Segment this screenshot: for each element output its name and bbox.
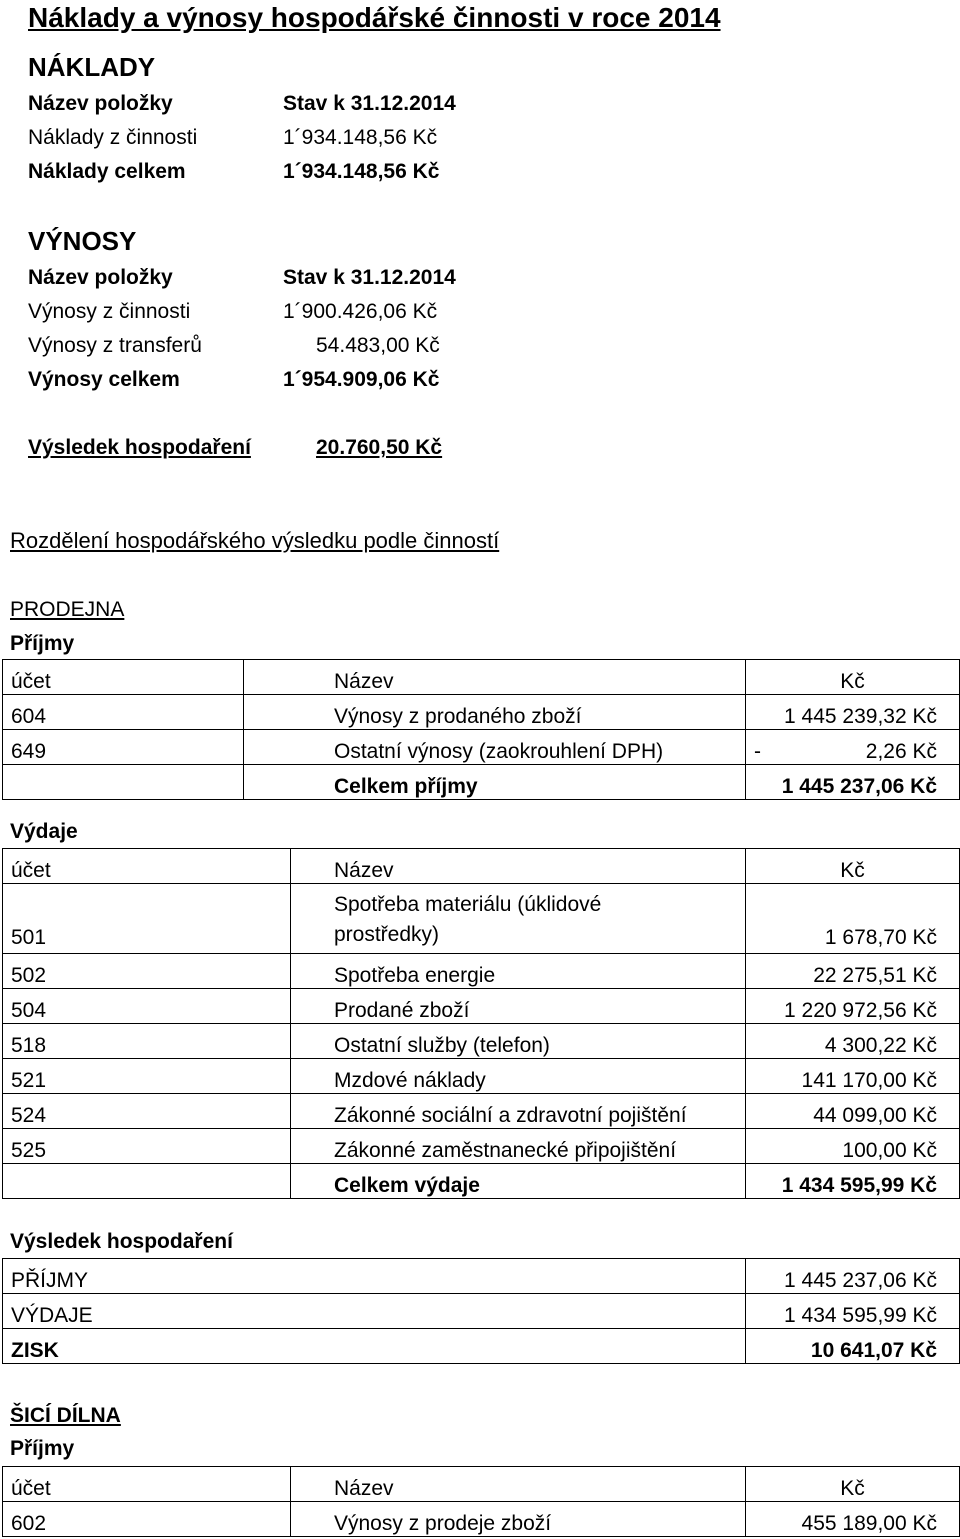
naklady-total-value: 1´934.148,56 Kč — [283, 160, 440, 183]
minus-sign: - — [754, 740, 761, 763]
sici-dilna-prijmy-table — [2, 1466, 960, 1537]
vynosy-total-value: 1´954.909,06 Kč — [283, 368, 440, 391]
prodejna-vysledek-table — [2, 1258, 960, 1364]
table-row — [3, 730, 960, 765]
col-kc: Kč — [746, 660, 960, 695]
vynosy-row-value: 1´900.426,06 Kč — [283, 300, 438, 323]
vysledek-label: Výsledek hospodaření — [28, 436, 251, 459]
table-total-row — [3, 1164, 960, 1199]
cell-kc: 1 678,70 Kč — [746, 884, 960, 954]
naklady-row-name: Náklady z činnosti — [28, 126, 198, 149]
rozdeleni-heading: Rozdělení hospodářského výsledku podle činností — [10, 528, 500, 553]
cell-ucet: 525 — [3, 1129, 291, 1164]
table-row — [3, 1059, 960, 1094]
table-header-row — [3, 849, 960, 884]
prodejna-vysledek-label: Výsledek hospodaření — [10, 1230, 233, 1253]
cell-ucet: 524 — [3, 1094, 291, 1129]
vynosy-row-name: Výnosy z činnosti — [28, 300, 191, 323]
vynosy-heading: VÝNOSY — [28, 226, 137, 256]
table-row — [3, 695, 960, 730]
table-row — [3, 884, 960, 954]
prodejna-prijmy-label: Příjmy — [10, 632, 75, 655]
table-row — [3, 1129, 960, 1164]
vysledek-value: 20.760,50 Kč — [316, 436, 443, 459]
cell-ucet: 604 — [3, 695, 244, 730]
cell-nazev: Mzdové náklady — [291, 1059, 746, 1094]
cell-kc: 1 220 972,56 Kč — [746, 989, 960, 1024]
prodejna-vydaje-label: Výdaje — [10, 820, 78, 843]
table-row — [3, 1502, 960, 1537]
vynosy-row-name: Výnosy z transferů — [28, 334, 202, 357]
vynosy-col-name: Název položky — [28, 266, 173, 289]
naklady-total-name: Náklady celkem — [28, 160, 186, 183]
cell-nazev: Spotřeba energie — [291, 954, 746, 989]
total-label: Celkem výdaje — [291, 1164, 746, 1199]
cell-label: VÝDAJE — [3, 1294, 746, 1329]
cell-kc: 141 170,00 Kč — [746, 1059, 960, 1094]
table-row — [3, 1329, 960, 1364]
col-kc: Kč — [746, 849, 960, 884]
vynosy-col-stav: Stav k 31.12.2014 — [283, 266, 456, 289]
col-nazev: Název — [244, 660, 746, 695]
cell-kc: - 2,26 Kč — [746, 730, 960, 765]
cell-ucet: 649 — [3, 730, 244, 765]
col-ucet: účet — [3, 1467, 291, 1502]
cell-ucet: 504 — [3, 989, 291, 1024]
cell-nazev: Výnosy z prodeje zboží — [291, 1502, 746, 1537]
naklady-col-name: Název položky — [28, 92, 173, 115]
cell-nazev: Ostatní služby (telefon) — [291, 1024, 746, 1059]
prodejna-heading: PRODEJNA — [10, 598, 125, 621]
table-header-row — [3, 660, 960, 695]
table-row — [3, 1259, 960, 1294]
col-ucet: účet — [3, 849, 291, 884]
cell-kc: 100,00 Kč — [746, 1129, 960, 1164]
cell-nazev: Zákonné zaměstnanecké připojištění — [291, 1129, 746, 1164]
cell-nazev: Ostatní výnosy (zaokrouhlení DPH) — [244, 730, 746, 765]
col-ucet: účet — [3, 660, 244, 695]
col-nazev: Název — [291, 849, 746, 884]
cell-label: PŘÍJMY — [3, 1259, 746, 1294]
cell-nazev: Prodané zboží — [291, 989, 746, 1024]
cell-kc: 44 099,00 Kč — [746, 1094, 960, 1129]
cell-kc: 4 300,22 Kč — [746, 1024, 960, 1059]
cell-value: 1 445 237,06 Kč — [746, 1259, 960, 1294]
table-row — [3, 954, 960, 989]
cell-ucet: 501 — [3, 884, 291, 954]
naklady-col-stav: Stav k 31.12.2014 — [283, 92, 456, 115]
table-row — [3, 989, 960, 1024]
page-title: Náklady a výnosy hospodářské činnosti v roce 2014 — [28, 2, 721, 33]
cell-value: 1 434 595,99 Kč — [746, 1294, 960, 1329]
cell-nazev: Spotřeba materiálu (úklidové prostředky) — [291, 884, 746, 954]
cell-nazev: Výnosy z prodaného zboží — [244, 695, 746, 730]
table-header-row — [3, 1467, 960, 1502]
total-value: 1 434 595,99 Kč — [746, 1164, 960, 1199]
vynosy-total-name: Výnosy celkem — [28, 368, 180, 391]
cell-ucet: 502 — [3, 954, 291, 989]
prodejna-prijmy-table — [2, 659, 960, 800]
col-nazev: Název — [291, 1467, 746, 1502]
cell-kc: 1 445 239,32 Kč — [746, 695, 960, 730]
naklady-row-value: 1´934.148,56 Kč — [283, 126, 438, 149]
prodejna-vydaje-table — [2, 848, 960, 1199]
cell-ucet: 518 — [3, 1024, 291, 1059]
cell-ucet: 602 — [3, 1502, 291, 1537]
cell-value: 10 641,07 Kč — [746, 1329, 960, 1364]
total-label: Celkem příjmy — [244, 765, 746, 800]
vynosy-row-value: 54.483,00 Kč — [316, 334, 440, 357]
total-value: 1 445 237,06 Kč — [746, 765, 960, 800]
cell-kc: 455 189,00 Kč — [746, 1502, 960, 1537]
cell-ucet: 521 — [3, 1059, 291, 1094]
table-row — [3, 1094, 960, 1129]
naklady-heading: NÁKLADY — [28, 52, 156, 82]
sici-dilna-heading: ŠICÍ DÍLNA — [10, 1404, 121, 1427]
table-row — [3, 1024, 960, 1059]
cell-nazev: Zákonné sociální a zdravotní pojištění — [291, 1094, 746, 1129]
col-kc: Kč — [746, 1467, 960, 1502]
table-total-row — [3, 765, 960, 800]
cell-label: ZISK — [3, 1329, 746, 1364]
sici-dilna-prijmy-label: Příjmy — [10, 1437, 75, 1460]
cell-kc: 22 275,51 Kč — [746, 954, 960, 989]
table-row — [3, 1294, 960, 1329]
